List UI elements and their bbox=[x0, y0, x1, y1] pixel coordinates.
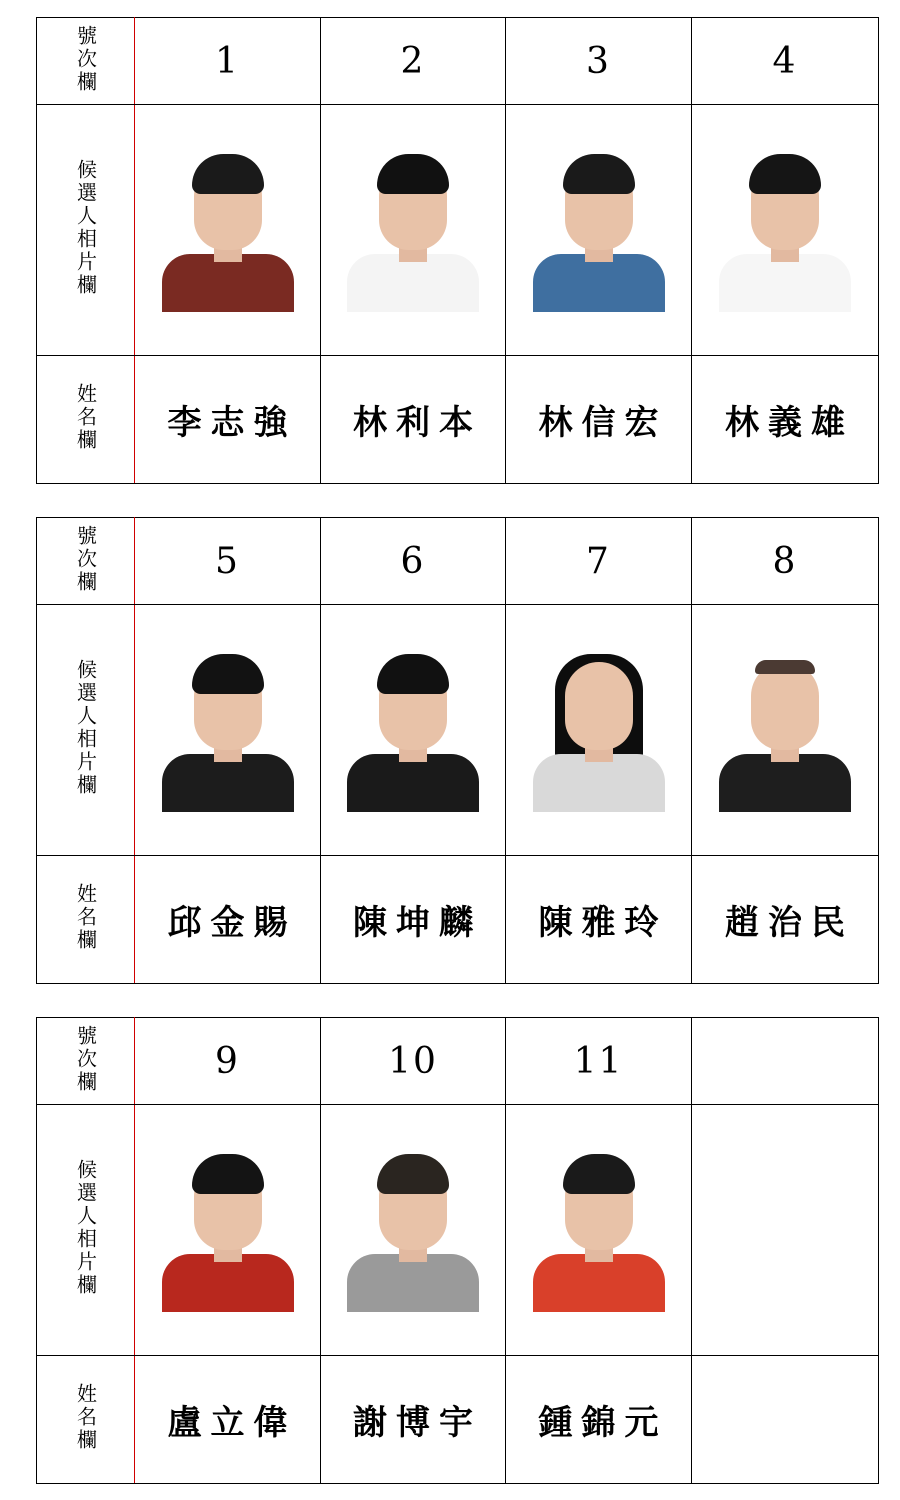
name-row-label: 姓名欄 bbox=[73, 883, 98, 952]
photo-hair bbox=[192, 154, 264, 194]
candidate-photo bbox=[347, 644, 479, 812]
photo-row-label-cell bbox=[37, 605, 135, 856]
photo-shirt bbox=[719, 254, 851, 312]
candidate-number: 1 bbox=[215, 40, 240, 82]
candidate-photo bbox=[162, 644, 294, 812]
candidate-name-cell bbox=[321, 356, 506, 484]
name-row-label: 姓名欄 bbox=[73, 383, 98, 452]
candidate-number: 4 bbox=[772, 40, 798, 82]
candidate-number: 2 bbox=[400, 40, 426, 82]
candidate-number: 8 bbox=[772, 540, 798, 582]
candidate-photo bbox=[162, 144, 294, 312]
candidate-number-cell bbox=[135, 1018, 321, 1105]
photo-shirt bbox=[162, 1254, 294, 1312]
name-row-label-cell bbox=[37, 1356, 135, 1484]
photo-hair bbox=[377, 654, 449, 694]
candidate-number-cell bbox=[692, 18, 879, 105]
candidate-number: 5 bbox=[215, 540, 240, 582]
candidate-number-cell bbox=[321, 1018, 506, 1105]
number-row bbox=[37, 1018, 879, 1105]
candidate-name-cell bbox=[321, 856, 506, 984]
candidate-number: 11 bbox=[573, 1040, 624, 1082]
candidate-photo bbox=[719, 644, 851, 812]
photo-row-label-cell bbox=[37, 1105, 135, 1356]
candidate-name-cell bbox=[692, 356, 879, 484]
candidate-name-cell bbox=[506, 856, 692, 984]
candidate-number-cell bbox=[135, 518, 321, 605]
candidate-name: 謝博宇 bbox=[353, 1403, 482, 1443]
candidate-name: 趙治民 bbox=[725, 903, 854, 943]
photo-shirt bbox=[533, 754, 665, 812]
photo-row-label-cell bbox=[37, 105, 135, 356]
candidate-name-cell bbox=[506, 1356, 692, 1484]
candidate-photo bbox=[533, 1144, 665, 1312]
photo-shirt bbox=[162, 254, 294, 312]
candidate-number: 9 bbox=[215, 1040, 240, 1082]
empty-name-cell bbox=[692, 1356, 879, 1484]
name-row-label: 姓名欄 bbox=[73, 1383, 98, 1452]
ballot-table-3 bbox=[36, 1017, 879, 1484]
number-row-label: 號次欄 bbox=[73, 24, 98, 94]
candidate-name: 陳雅玲 bbox=[538, 903, 668, 943]
candidate-name: 陳坤麟 bbox=[353, 903, 482, 943]
candidate-photo-cell bbox=[321, 605, 506, 856]
candidate-name: 林信宏 bbox=[538, 403, 668, 443]
photo-shirt bbox=[347, 1254, 479, 1312]
number-row-label: 號次欄 bbox=[73, 1024, 98, 1094]
empty-photo-cell bbox=[692, 1105, 879, 1356]
candidate-photo bbox=[347, 144, 479, 312]
candidate-number: 6 bbox=[400, 540, 426, 582]
candidate-photo-cell bbox=[506, 605, 692, 856]
photo-hair bbox=[377, 154, 449, 194]
candidate-number-cell bbox=[321, 518, 506, 605]
candidate-photo-cell bbox=[321, 105, 506, 356]
candidate-name-cell bbox=[321, 1356, 506, 1484]
candidate-name-cell bbox=[135, 1356, 321, 1484]
candidate-number-cell bbox=[506, 18, 692, 105]
candidate-photo bbox=[533, 644, 665, 812]
number-row-label-cell bbox=[37, 18, 135, 105]
photo-shirt bbox=[347, 754, 479, 812]
ballot-table-2 bbox=[36, 517, 879, 984]
candidate-number: 7 bbox=[586, 540, 611, 582]
candidate-number-cell bbox=[321, 18, 506, 105]
candidate-number-cell bbox=[506, 1018, 692, 1105]
candidate-photo-cell bbox=[506, 105, 692, 356]
candidate-number: 3 bbox=[586, 40, 611, 82]
candidate-number: 10 bbox=[388, 1040, 438, 1082]
photo-row bbox=[37, 105, 879, 356]
photo-hair bbox=[377, 1154, 449, 1194]
candidate-photo-cell bbox=[321, 1105, 506, 1356]
photo-shirt bbox=[162, 754, 294, 812]
candidate-number-cell bbox=[135, 18, 321, 105]
number-row-label: 號次欄 bbox=[73, 524, 98, 594]
candidate-name-cell bbox=[135, 856, 321, 984]
photo-hair bbox=[563, 154, 635, 194]
candidate-name: 李志強 bbox=[167, 403, 297, 443]
ballot-table-1 bbox=[36, 17, 879, 484]
candidate-photo bbox=[347, 1144, 479, 1312]
photo-face bbox=[565, 662, 633, 750]
name-row-label-cell bbox=[37, 856, 135, 984]
candidate-number-cell bbox=[506, 518, 692, 605]
candidate-name: 林義雄 bbox=[725, 403, 854, 443]
candidate-name: 林利本 bbox=[353, 403, 482, 443]
photo-hair bbox=[192, 654, 264, 694]
photo-shirt bbox=[347, 254, 479, 312]
photo-face bbox=[751, 662, 819, 750]
candidate-name: 邱金賜 bbox=[167, 903, 297, 943]
photo-hair bbox=[749, 154, 821, 194]
number-row bbox=[37, 518, 879, 605]
candidate-photo-cell bbox=[692, 605, 879, 856]
name-row bbox=[37, 356, 879, 484]
name-row-label-cell bbox=[37, 356, 135, 484]
number-row-label-cell bbox=[37, 518, 135, 605]
photo-shirt bbox=[719, 754, 851, 812]
candidate-number-cell bbox=[692, 518, 879, 605]
name-row bbox=[37, 856, 879, 984]
candidate-photo-cell bbox=[506, 1105, 692, 1356]
photo-hair bbox=[563, 1154, 635, 1194]
photo-row bbox=[37, 605, 879, 856]
photo-shirt bbox=[533, 1254, 665, 1312]
candidate-name-cell bbox=[135, 356, 321, 484]
candidate-name: 鍾錦元 bbox=[538, 1403, 668, 1443]
photo-row-label: 候選人相片欄 bbox=[73, 1159, 98, 1297]
candidate-name-cell bbox=[692, 856, 879, 984]
candidate-photo-cell bbox=[135, 1105, 321, 1356]
candidate-photo-cell bbox=[692, 105, 879, 356]
photo-row bbox=[37, 1105, 879, 1356]
photo-shirt bbox=[533, 254, 665, 312]
number-row-label-cell bbox=[37, 1018, 135, 1105]
number-row bbox=[37, 18, 879, 105]
photo-row-label: 候選人相片欄 bbox=[73, 659, 98, 797]
name-row bbox=[37, 1356, 879, 1484]
candidate-photo-cell bbox=[135, 105, 321, 356]
photo-hair bbox=[755, 660, 815, 674]
photo-row-label: 候選人相片欄 bbox=[73, 159, 98, 297]
candidate-photo bbox=[719, 144, 851, 312]
candidate-photo-cell bbox=[135, 605, 321, 856]
candidate-name-cell bbox=[506, 356, 692, 484]
empty-number-cell bbox=[692, 1018, 879, 1105]
candidate-photo bbox=[162, 1144, 294, 1312]
candidate-name: 盧立偉 bbox=[167, 1403, 297, 1443]
candidate-photo bbox=[533, 144, 665, 312]
photo-hair bbox=[192, 1154, 264, 1194]
